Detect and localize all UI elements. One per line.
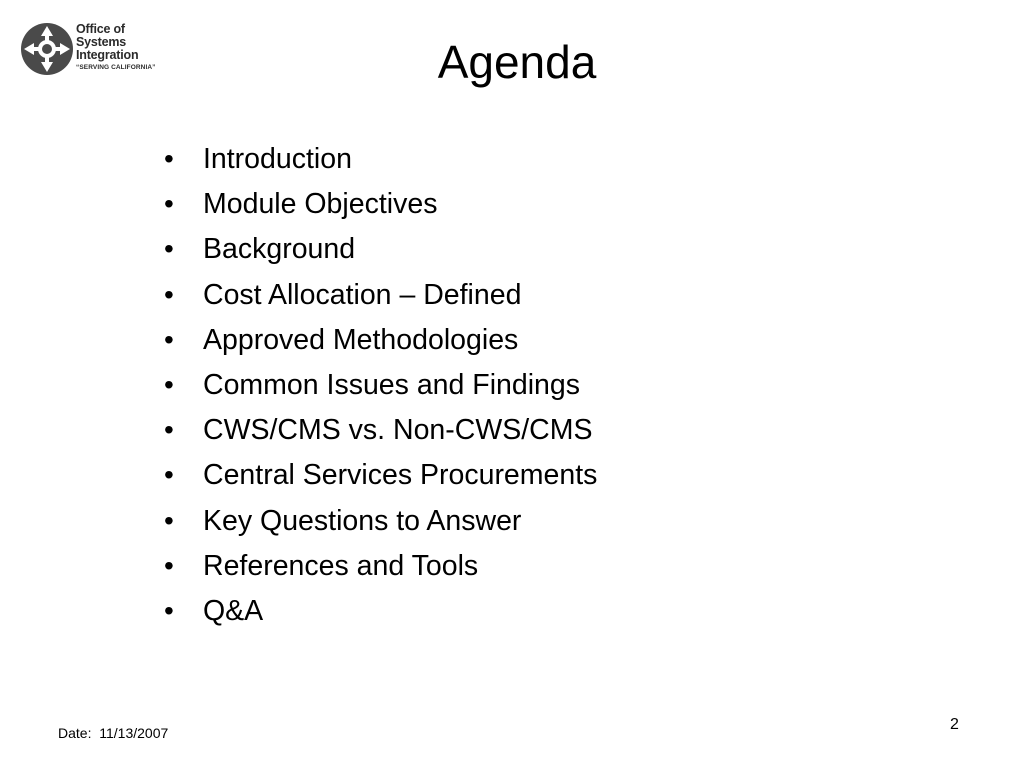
agenda-item-key-questions	[164, 501, 597, 546]
bullet-icon: •	[164, 594, 174, 626]
agenda-item-label: Module Objectives	[203, 188, 438, 221]
agenda-item-references	[164, 546, 597, 591]
agenda-item-module-objectives	[164, 184, 597, 229]
agenda-item-label: Key Questions to Answer	[203, 504, 522, 537]
agenda-item-common-issues	[164, 365, 597, 410]
logo-tagline: “SERVING CALIFORNIA”	[76, 64, 156, 71]
agenda-item-label: Approved Methodologies	[203, 323, 519, 356]
bullet-icon: •	[164, 414, 174, 446]
agenda-item-label: Q&A	[203, 594, 264, 627]
bullet-icon: •	[164, 368, 174, 400]
agenda-item-label: Central Services Procurements	[203, 459, 598, 492]
bullet-icon: •	[164, 459, 174, 491]
agenda-item-cws-cms	[164, 410, 597, 455]
agenda-item-label: References and Tools	[203, 549, 479, 582]
agenda-item-central-services	[164, 455, 597, 500]
agenda-item-label: CWS/CMS vs. Non-CWS/CMS	[203, 414, 593, 447]
agenda-item-label: Introduction	[203, 143, 352, 175]
logo-line-3: Integration	[76, 48, 139, 62]
agenda-item-approved-methodologies	[164, 320, 597, 365]
footer-date: Date: 11/13/2007	[58, 725, 169, 741]
logo-line-1: Office of	[76, 22, 125, 36]
agenda-item-label: Background	[203, 233, 356, 266]
bullet-icon: •	[164, 549, 174, 581]
bullet-icon: •	[164, 278, 174, 310]
agenda-item-introduction	[164, 139, 597, 184]
bullet-icon: •	[164, 188, 174, 220]
agenda-item-qa	[164, 591, 597, 636]
bullet-icon: •	[164, 233, 174, 265]
bullet-icon: •	[164, 504, 174, 536]
agenda-item-cost-allocation	[164, 275, 597, 320]
agenda-item-background	[164, 229, 597, 274]
slide-title: Agenda	[437, 36, 597, 88]
bullet-icon: •	[164, 143, 174, 174]
agenda-list	[164, 139, 597, 636]
bullet-icon: •	[164, 323, 174, 355]
logo-line-2: Systems	[76, 35, 127, 49]
agenda-item-label: Common Issues and Findings	[203, 368, 581, 401]
agenda-item-label: Cost Allocation – Defined	[203, 278, 522, 311]
page-number: 2	[950, 716, 959, 733]
